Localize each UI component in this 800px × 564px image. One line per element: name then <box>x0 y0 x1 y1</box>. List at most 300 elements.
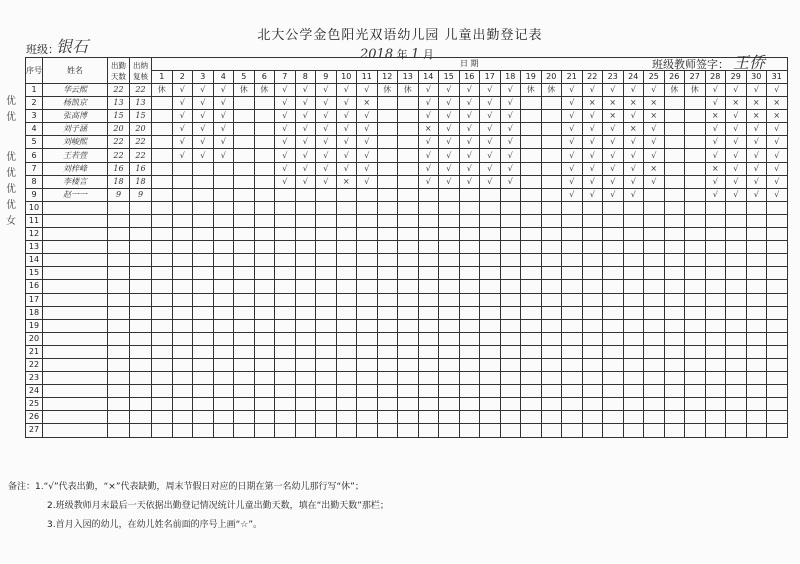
attendance-cell <box>152 372 173 385</box>
attendance-cell <box>275 228 296 241</box>
attendance-cell <box>746 332 767 345</box>
attendance-cell <box>275 398 296 411</box>
attendance-mark: √ <box>172 123 193 136</box>
present-days-value: 20 <box>108 123 130 136</box>
present-days-value <box>108 201 130 214</box>
attendance-cell <box>193 385 214 398</box>
attendance-mark: √ <box>705 123 726 136</box>
child-name <box>43 228 108 241</box>
class-label: 班级： <box>26 43 59 56</box>
attendance-cell <box>726 411 747 424</box>
attendance-mark: √ <box>357 123 378 136</box>
attendance-mark <box>234 136 255 149</box>
attendance-cell <box>439 319 460 332</box>
attendance-mark: √ <box>562 123 583 136</box>
attendance-cell <box>480 280 501 293</box>
attendance-mark <box>398 162 419 175</box>
attendance-cell <box>521 254 542 267</box>
attendance-cell <box>357 267 378 280</box>
attendance-cell <box>193 254 214 267</box>
attendance-cell <box>377 372 398 385</box>
attendance-cell <box>418 267 439 280</box>
attendance-cell <box>541 424 562 437</box>
attendance-cell <box>295 411 316 424</box>
attendance-mark <box>541 123 562 136</box>
attendance-mark: √ <box>746 149 767 162</box>
row-number: 24 <box>26 385 43 398</box>
attendance-cell <box>705 332 726 345</box>
attendance-cell <box>275 332 296 345</box>
attendance-cell <box>582 372 603 385</box>
attendance-cell <box>213 280 234 293</box>
attendance-mark <box>398 175 419 188</box>
day-number: 20 <box>541 71 562 84</box>
attendance-cell <box>357 201 378 214</box>
review-value <box>130 241 152 254</box>
attendance-cell <box>664 411 685 424</box>
attendance-cell <box>193 267 214 280</box>
attendance-cell <box>336 411 357 424</box>
attendance-mark: √ <box>500 123 521 136</box>
attendance-mark: √ <box>500 84 521 97</box>
attendance-cell <box>562 319 583 332</box>
attendance-mark <box>377 110 398 123</box>
attendance-cell <box>295 345 316 358</box>
attendance-mark: √ <box>480 123 501 136</box>
attendance-mark <box>685 110 706 123</box>
attendance-mark <box>418 188 439 201</box>
attendance-cell <box>152 332 173 345</box>
attendance-cell <box>172 358 193 371</box>
attendance-cell <box>726 345 747 358</box>
attendance-mark: √ <box>275 123 296 136</box>
attendance-cell <box>459 411 480 424</box>
attendance-cell <box>603 345 624 358</box>
attendance-cell <box>213 254 234 267</box>
attendance-mark: √ <box>623 149 644 162</box>
attendance-cell <box>603 214 624 227</box>
attendance-cell <box>439 267 460 280</box>
attendance-cell <box>172 201 193 214</box>
attendance-cell <box>685 306 706 319</box>
attendance-cell <box>377 332 398 345</box>
attendance-cell <box>213 345 234 358</box>
row-number: 17 <box>26 293 43 306</box>
attendance-mark <box>664 162 685 175</box>
attendance-cell <box>623 372 644 385</box>
attendance-mark: × <box>705 162 726 175</box>
attendance-cell <box>152 254 173 267</box>
attendance-cell <box>254 358 275 371</box>
review-value: 15 <box>130 110 152 123</box>
day-number: 19 <box>521 71 542 84</box>
attendance-mark: 休 <box>377 84 398 97</box>
attendance-cell <box>357 372 378 385</box>
attendance-cell <box>685 293 706 306</box>
attendance-mark <box>521 175 542 188</box>
attendance-cell <box>726 280 747 293</box>
note-3: 3.首月入园的幼儿，在幼儿姓名前面的序号上画“☆”。 <box>47 520 262 530</box>
attendance-mark: √ <box>213 110 234 123</box>
attendance-mark <box>152 136 173 149</box>
attendance-mark <box>152 110 173 123</box>
note-2: 2.班级教师月末最后一天依据出勤登记情况统计儿童出勤天数，填在“出勤天数”那栏； <box>47 501 389 511</box>
row-number: 20 <box>26 332 43 345</box>
attendance-cell <box>746 241 767 254</box>
attendance-cell <box>500 424 521 437</box>
attendance-cell <box>644 345 665 358</box>
row-number: 25 <box>26 398 43 411</box>
attendance-cell <box>336 214 357 227</box>
attendance-mark: √ <box>316 162 337 175</box>
attendance-cell <box>398 201 419 214</box>
attendance-cell <box>254 345 275 358</box>
attendance-cell <box>172 254 193 267</box>
attendance-cell <box>398 241 419 254</box>
table-row <box>26 123 788 136</box>
attendance-cell <box>275 411 296 424</box>
attendance-cell <box>767 385 788 398</box>
review-value <box>130 332 152 345</box>
attendance-cell <box>562 398 583 411</box>
attendance-cell <box>685 345 706 358</box>
row-number: 26 <box>26 411 43 424</box>
attendance-cell <box>644 293 665 306</box>
attendance-mark <box>152 188 173 201</box>
review-value: 22 <box>130 84 152 97</box>
attendance-mark: √ <box>726 162 747 175</box>
attendance-cell <box>193 241 214 254</box>
attendance-cell <box>254 280 275 293</box>
attendance-cell <box>234 385 255 398</box>
attendance-cell <box>295 228 316 241</box>
attendance-cell <box>582 280 603 293</box>
attendance-cell <box>254 241 275 254</box>
year-suffix: 年 <box>396 48 408 61</box>
attendance-mark: √ <box>746 84 767 97</box>
attendance-mark: × <box>746 110 767 123</box>
review-value <box>130 372 152 385</box>
attendance-cell <box>685 241 706 254</box>
row-number: 11 <box>26 214 43 227</box>
attendance-cell <box>500 293 521 306</box>
attendance-mark: √ <box>705 136 726 149</box>
attendance-mark <box>377 149 398 162</box>
present-days-value <box>108 241 130 254</box>
attendance-mark: √ <box>357 136 378 149</box>
attendance-mark: √ <box>357 110 378 123</box>
attendance-cell <box>582 228 603 241</box>
row-number: 13 <box>26 241 43 254</box>
attendance-cell <box>603 254 624 267</box>
attendance-cell <box>193 332 214 345</box>
attendance-cell <box>295 372 316 385</box>
attendance-cell <box>480 214 501 227</box>
attendance-cell <box>726 306 747 319</box>
attendance-cell <box>418 280 439 293</box>
attendance-mark <box>685 123 706 136</box>
attendance-cell <box>541 306 562 319</box>
attendance-cell <box>541 267 562 280</box>
attendance-cell <box>623 228 644 241</box>
review-value: 18 <box>130 175 152 188</box>
attendance-cell <box>541 385 562 398</box>
attendance-mark <box>541 97 562 110</box>
attendance-mark <box>664 175 685 188</box>
attendance-cell <box>623 267 644 280</box>
day-number: 17 <box>480 71 501 84</box>
attendance-cell <box>644 424 665 437</box>
attendance-cell <box>705 372 726 385</box>
attendance-cell <box>357 293 378 306</box>
attendance-cell <box>439 214 460 227</box>
attendance-cell <box>705 411 726 424</box>
attendance-cell <box>357 332 378 345</box>
attendance-cell <box>459 267 480 280</box>
present-days-value <box>108 345 130 358</box>
attendance-cell <box>541 214 562 227</box>
child-name <box>43 214 108 227</box>
attendance-cell <box>726 372 747 385</box>
attendance-cell <box>234 319 255 332</box>
attendance-cell <box>685 254 706 267</box>
attendance-mark: √ <box>603 149 624 162</box>
attendance-mark: × <box>603 97 624 110</box>
attendance-cell <box>603 228 624 241</box>
attendance-cell <box>254 398 275 411</box>
attendance-cell <box>295 267 316 280</box>
table-row <box>26 214 788 227</box>
attendance-mark <box>480 188 501 201</box>
attendance-cell <box>500 398 521 411</box>
attendance-cell <box>541 372 562 385</box>
attendance-mark <box>398 149 419 162</box>
attendance-cell <box>726 228 747 241</box>
attendance-mark: √ <box>582 162 603 175</box>
attendance-mark: √ <box>767 175 788 188</box>
table-row <box>26 175 788 188</box>
review-value <box>130 385 152 398</box>
row-number: 1 <box>26 84 43 97</box>
attendance-cell <box>623 293 644 306</box>
attendance-mark <box>521 110 542 123</box>
attendance-cell <box>336 293 357 306</box>
attendance-cell <box>398 424 419 437</box>
attendance-cell <box>418 201 439 214</box>
attendance-cell <box>459 398 480 411</box>
attendance-cell <box>295 201 316 214</box>
attendance-mark: √ <box>418 136 439 149</box>
attendance-cell <box>746 214 767 227</box>
day-number: 23 <box>603 71 624 84</box>
attendance-cell <box>500 319 521 332</box>
header-row <box>26 58 788 71</box>
child-name: 刘子涵 <box>43 123 108 136</box>
attendance-mark <box>664 136 685 149</box>
attendance-mark <box>234 110 255 123</box>
attendance-cell <box>500 214 521 227</box>
attendance-cell <box>213 228 234 241</box>
attendance-mark <box>685 97 706 110</box>
attendance-cell <box>644 228 665 241</box>
attendance-cell <box>480 241 501 254</box>
attendance-mark: √ <box>295 84 316 97</box>
attendance-cell <box>644 267 665 280</box>
day-number: 29 <box>726 71 747 84</box>
attendance-cell <box>603 293 624 306</box>
attendance-cell <box>193 280 214 293</box>
child-name <box>43 372 108 385</box>
attendance-mark: √ <box>357 175 378 188</box>
attendance-cell <box>172 306 193 319</box>
child-name: 赵一一 <box>43 188 108 201</box>
attendance-cell <box>480 398 501 411</box>
attendance-mark: √ <box>705 188 726 201</box>
attendance-mark <box>521 97 542 110</box>
row-number: 5 <box>26 136 43 149</box>
attendance-cell <box>459 358 480 371</box>
table-row <box>26 228 788 241</box>
attendance-cell <box>705 385 726 398</box>
attendance-cell <box>582 411 603 424</box>
attendance-mark <box>172 188 193 201</box>
attendance-mark: √ <box>582 188 603 201</box>
attendance-cell <box>603 372 624 385</box>
attendance-mark: √ <box>316 136 337 149</box>
attendance-cell <box>152 201 173 214</box>
attendance-cell <box>275 424 296 437</box>
day-number: 3 <box>193 71 214 84</box>
attendance-cell <box>316 201 337 214</box>
row-number: 23 <box>26 372 43 385</box>
attendance-cell <box>234 398 255 411</box>
attendance-cell <box>398 372 419 385</box>
attendance-cell <box>623 411 644 424</box>
attendance-cell <box>295 306 316 319</box>
attendance-cell <box>746 280 767 293</box>
attendance-cell <box>562 385 583 398</box>
day-number: 5 <box>234 71 255 84</box>
attendance-cell <box>644 280 665 293</box>
child-name: 刘峻熙 <box>43 136 108 149</box>
attendance-mark <box>234 149 255 162</box>
attendance-mark: √ <box>439 136 460 149</box>
attendance-cell <box>234 267 255 280</box>
attendance-cell <box>295 332 316 345</box>
attendance-mark: √ <box>562 97 583 110</box>
row-number: 8 <box>26 175 43 188</box>
attendance-cell <box>295 293 316 306</box>
attendance-mark: √ <box>295 110 316 123</box>
attendance-cell <box>459 254 480 267</box>
attendance-cell <box>234 332 255 345</box>
attendance-cell <box>705 280 726 293</box>
attendance-mark: √ <box>603 162 624 175</box>
attendance-cell <box>644 306 665 319</box>
attendance-cell <box>521 411 542 424</box>
attendance-mark: √ <box>644 175 665 188</box>
attendance-cell <box>275 280 296 293</box>
attendance-mark: √ <box>213 136 234 149</box>
attendance-cell <box>562 280 583 293</box>
attendance-cell <box>685 201 706 214</box>
attendance-cell <box>746 254 767 267</box>
attendance-cell <box>275 293 296 306</box>
attendance-mark: √ <box>439 84 460 97</box>
attendance-cell <box>234 424 255 437</box>
attendance-cell <box>152 411 173 424</box>
attendance-cell <box>603 398 624 411</box>
attendance-mark <box>685 175 706 188</box>
table-row <box>26 280 788 293</box>
attendance-cell <box>644 398 665 411</box>
review-value <box>130 358 152 371</box>
attendance-mark: √ <box>172 97 193 110</box>
day-number: 10 <box>336 71 357 84</box>
attendance-mark <box>685 188 706 201</box>
child-name <box>43 345 108 358</box>
attendance-cell <box>623 241 644 254</box>
attendance-mark <box>644 188 665 201</box>
attendance-cell <box>562 241 583 254</box>
attendance-cell <box>295 214 316 227</box>
present-days-value <box>108 424 130 437</box>
attendance-cell <box>767 319 788 332</box>
attendance-cell <box>172 228 193 241</box>
attendance-cell <box>705 306 726 319</box>
attendance-cell <box>418 411 439 424</box>
attendance-cell <box>500 267 521 280</box>
attendance-mark <box>275 188 296 201</box>
attendance-mark <box>377 123 398 136</box>
attendance-cell <box>685 214 706 227</box>
attendance-cell <box>459 385 480 398</box>
attendance-mark: √ <box>603 136 624 149</box>
attendance-cell <box>767 228 788 241</box>
attendance-mark: × <box>767 110 788 123</box>
attendance-cell <box>193 372 214 385</box>
attendance-mark: × <box>726 97 747 110</box>
attendance-cell <box>316 372 337 385</box>
attendance-cell <box>582 424 603 437</box>
attendance-cell <box>767 280 788 293</box>
attendance-cell <box>623 254 644 267</box>
attendance-mark: √ <box>480 175 501 188</box>
attendance-cell <box>398 228 419 241</box>
attendance-mark: √ <box>767 136 788 149</box>
attendance-mark: √ <box>480 84 501 97</box>
attendance-cell <box>152 228 173 241</box>
attendance-mark: √ <box>726 123 747 136</box>
attendance-mark: √ <box>562 110 583 123</box>
attendance-mark <box>172 175 193 188</box>
child-name <box>43 267 108 280</box>
attendance-mark <box>234 162 255 175</box>
attendance-cell <box>254 228 275 241</box>
present-days-value <box>108 306 130 319</box>
attendance-mark: √ <box>316 84 337 97</box>
attendance-mark: √ <box>439 162 460 175</box>
day-number: 2 <box>172 71 193 84</box>
attendance-cell <box>336 228 357 241</box>
attendance-mark: √ <box>726 175 747 188</box>
attendance-cell <box>172 385 193 398</box>
attendance-cell <box>418 372 439 385</box>
present-days-value: 22 <box>108 149 130 162</box>
attendance-cell <box>234 293 255 306</box>
attendance-cell <box>480 424 501 437</box>
table-row <box>26 241 788 254</box>
